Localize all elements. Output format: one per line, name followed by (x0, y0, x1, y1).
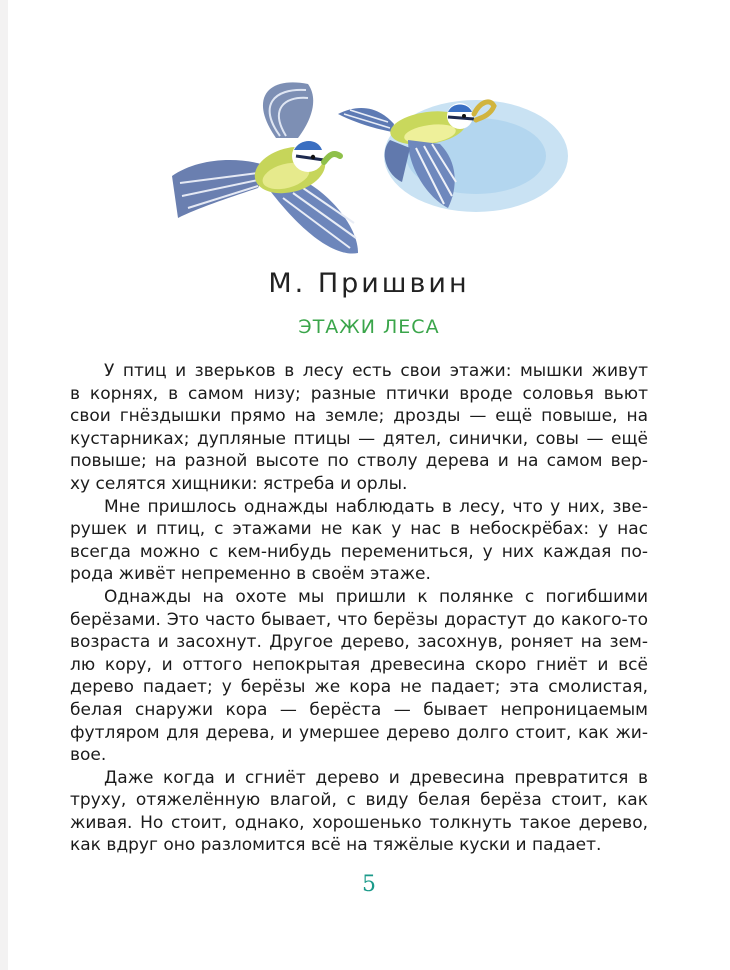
text-line: ху селятся хищники: ястреба и орлы. (70, 473, 408, 494)
text-line: дерево падает; у берёзы же кора не падает; эта смолистая, (70, 677, 648, 698)
story-text (70, 360, 648, 857)
text-line: труху, отяжелённую влагой, с виду белая берёза стоит, как (70, 790, 648, 811)
paragraph-3 (70, 586, 648, 767)
blue-tits-illustration (158, 58, 578, 268)
text-line: У птиц и зверьков в лесу есть свои этажи: мышки живут (104, 361, 648, 381)
left-bird (172, 82, 358, 253)
text-line: как вдруг оно разломится всё на тяжёлые куски и падает. (70, 835, 602, 856)
text-line: Однажды на охоте мы пришли к полянке с погибшими (104, 586, 648, 607)
paragraph-2 (70, 496, 648, 586)
story-title: ЭТАЖИ ЛЕСА (298, 316, 440, 338)
text-line: повыше; на разной высоте по стволу дерева и на самом вер- (70, 451, 648, 472)
text-line: кустарниках; дупляные птицы — дятел, синички, совы — ещё (70, 428, 648, 449)
text-line: живая. Но стоит, однако, хорошенько толкнуть такое дерево, (70, 812, 648, 833)
author-name: М. Пришвин (268, 268, 470, 299)
text-line: в корнях, в самом низу; разные птички вроде соловья вьют (70, 383, 648, 404)
book-page (8, 0, 730, 970)
text-line: Мне пришлось однажды наблюдать в лесу, что у них, зве- (104, 496, 648, 517)
paragraph-4 (70, 767, 648, 857)
text-line: рода живёт непременно в своём этаже. (70, 564, 431, 585)
text-line: возраста и засохнут. Другое дерево, засохнув, роняет на зем- (70, 632, 648, 653)
text-line: вое. (70, 745, 107, 766)
text-line: берёзами. Это часто бывает, что берёзы дорастут до какого-то (70, 609, 648, 630)
text-line: рушек и птиц, с этажами не как у нас в небоскрёбах: у нас (70, 519, 648, 540)
text-line: лю кору, и оттого непокрытая древесина скоро гниёт и всё (70, 654, 648, 675)
text-line: белая снаружи кора — берёста — бывает непроницаемым (70, 699, 648, 720)
page-number: 5 (362, 872, 376, 897)
text-line: всегда можно с кем-нибудь перемениться, у них каждая по- (70, 541, 648, 562)
text-line: свои гнёздышки прямо на земле; дрозды — ещё повыше, на (70, 406, 648, 427)
text-line: Даже когда и сгниёт дерево и древесина превратится в (104, 767, 648, 788)
paragraph-1 (70, 360, 648, 496)
text-line: футляром для дерева, и умершее дерево долго стоит, как жи- (70, 722, 648, 743)
